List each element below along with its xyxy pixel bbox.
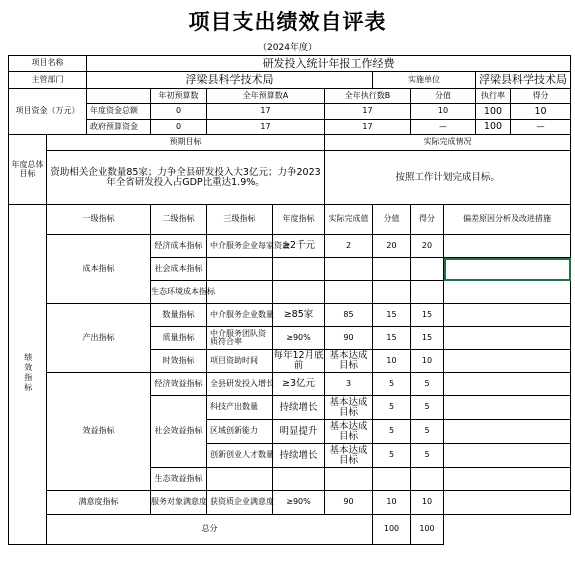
perf-points[interactable]: 10 bbox=[373, 491, 411, 515]
perf-target[interactable]: ≥90% bbox=[273, 491, 325, 515]
dept-value[interactable]: 浮梁县科学技术局 bbox=[87, 72, 373, 89]
goals-actual-label: 实际完成情况 bbox=[325, 135, 571, 151]
perf-l3 bbox=[207, 281, 273, 304]
funds-cell[interactable]: 0 bbox=[151, 104, 207, 120]
perf-points[interactable]: 5 bbox=[373, 420, 411, 444]
goals-actual[interactable]: 按照工作计划完成目标。 bbox=[325, 151, 571, 205]
perf-target[interactable]: 明显提升 bbox=[273, 420, 325, 444]
perf-score[interactable]: 5 bbox=[411, 420, 444, 444]
perf-note[interactable] bbox=[444, 281, 571, 304]
funds-cell[interactable]: 100 bbox=[476, 104, 511, 120]
perf-head-target: 年度指标 bbox=[273, 205, 325, 235]
perf-score[interactable]: 15 bbox=[411, 327, 444, 350]
selected-cell[interactable] bbox=[444, 258, 571, 281]
perf-l2: 社会效益指标 bbox=[151, 396, 207, 468]
perf-l3: 科技产出数量 bbox=[207, 396, 273, 420]
perf-l3: 获资质企业满意度 bbox=[207, 491, 273, 515]
funds-row-label: 年度资金总额 bbox=[87, 104, 151, 120]
perf-points[interactable] bbox=[373, 258, 411, 281]
perf-note[interactable] bbox=[444, 235, 571, 258]
project-name-label: 项目名称 bbox=[9, 56, 87, 72]
funds-cell[interactable]: 100 bbox=[476, 120, 511, 135]
perf-l2: 数量指标 bbox=[151, 304, 207, 327]
perf-target[interactable]: 每年12月底前 bbox=[273, 350, 324, 371]
perf-head-actual: 实际完成值 bbox=[325, 205, 373, 235]
perf-l3: 中介服务团队资质符合率 bbox=[207, 327, 273, 350]
funds-cell[interactable]: — bbox=[511, 120, 571, 135]
funds-row-label: 政府预算资金 bbox=[87, 120, 151, 135]
perf-l2: 质量指标 bbox=[151, 327, 207, 350]
funds-col-rate: 执行率 bbox=[476, 89, 511, 104]
perf-l3: 创新创业人才数量 bbox=[207, 444, 273, 468]
perf-points[interactable]: 10 bbox=[373, 350, 411, 373]
perf-note[interactable] bbox=[444, 304, 571, 327]
perf-target[interactable]: 持续增长 bbox=[273, 396, 325, 420]
perf-score[interactable]: 10 bbox=[411, 350, 444, 373]
dept-label: 主管部门 bbox=[9, 72, 87, 89]
perf-note[interactable] bbox=[444, 373, 571, 396]
perf-target[interactable]: ≥90% bbox=[273, 327, 325, 350]
perf-l2: 服务对象满意度 bbox=[151, 491, 207, 515]
perf-l2: 社会成本指标 bbox=[151, 258, 207, 281]
evaluation-table bbox=[8, 55, 571, 545]
perf-side-label: 绩效指标 bbox=[9, 205, 47, 545]
page-title: 项目支出绩效自评表 bbox=[188, 9, 387, 34]
perf-actual[interactable]: 90 bbox=[325, 327, 373, 350]
perf-l3: 区域创新能力 bbox=[207, 420, 273, 444]
perf-l1-satisfaction: 满意度指标 bbox=[47, 491, 151, 515]
perf-actual[interactable]: 基本达成目标 bbox=[325, 444, 373, 468]
perf-actual[interactable]: 基本达成目标 bbox=[325, 350, 373, 373]
funds-label: 项目资金（万元） bbox=[9, 89, 87, 135]
funds-cell[interactable]: 17 bbox=[325, 120, 411, 135]
goals-expected[interactable]: 资助相关企业数量85家；力争全县研发投入大3亿元；力争2023年全省研发投入占GDP比重达1.9%。 bbox=[47, 151, 325, 205]
perf-actual[interactable]: 85 bbox=[325, 304, 373, 327]
perf-actual[interactable]: 3 bbox=[325, 373, 373, 396]
funds-cell[interactable]: 17 bbox=[207, 104, 325, 120]
impl-value[interactable]: 浮梁县科学技术局 bbox=[476, 72, 571, 89]
perf-score[interactable]: 5 bbox=[411, 373, 444, 396]
perf-head-note: 偏差原因分析及改进措施 bbox=[444, 205, 571, 235]
perf-actual[interactable] bbox=[325, 468, 373, 491]
perf-target[interactable] bbox=[273, 258, 325, 281]
perf-note[interactable] bbox=[444, 420, 571, 444]
perf-score[interactable]: 5 bbox=[411, 444, 444, 468]
report-year: （2024年度） bbox=[258, 43, 317, 53]
impl-label: 实施单位 bbox=[373, 72, 476, 89]
perf-score[interactable]: 20 bbox=[411, 235, 444, 258]
perf-note[interactable] bbox=[444, 468, 571, 491]
perf-target[interactable]: ≥2千元 bbox=[273, 235, 325, 258]
perf-points[interactable] bbox=[373, 281, 411, 304]
perf-points[interactable]: 5 bbox=[373, 373, 411, 396]
perf-target[interactable] bbox=[273, 281, 325, 304]
perf-l1-benefit: 效益指标 bbox=[47, 373, 151, 491]
perf-note[interactable] bbox=[444, 350, 571, 373]
perf-score[interactable] bbox=[411, 281, 444, 304]
perf-l2: 生态环境成本指标 bbox=[151, 281, 207, 304]
funds-col-points: 分值 bbox=[411, 89, 476, 104]
funds-cell[interactable]: 10 bbox=[411, 104, 476, 120]
perf-score[interactable] bbox=[411, 258, 444, 281]
perf-l3: 中介服务企业数量 bbox=[207, 304, 273, 327]
perf-head-l1: 一级指标 bbox=[47, 205, 151, 235]
perf-actual[interactable] bbox=[325, 258, 373, 281]
perf-points[interactable]: 5 bbox=[373, 396, 411, 420]
goals-expected-label: 预期目标 bbox=[47, 135, 325, 151]
funds-col-executed: 全年执行数B bbox=[325, 89, 411, 104]
funds-cell[interactable]: — bbox=[411, 120, 476, 135]
perf-l2: 经济效益指标 bbox=[151, 373, 207, 396]
total-label: 总分 bbox=[47, 515, 373, 545]
perf-note[interactable] bbox=[444, 444, 571, 468]
perf-points[interactable]: 20 bbox=[373, 235, 411, 258]
perf-score[interactable]: 15 bbox=[411, 304, 444, 327]
total-points[interactable]: 100 bbox=[373, 515, 411, 545]
funds-cell[interactable]: 0 bbox=[151, 120, 207, 135]
perf-head-points: 分值 bbox=[373, 205, 411, 235]
funds-blank-head bbox=[87, 89, 151, 104]
perf-score[interactable]: 10 bbox=[411, 491, 444, 515]
perf-score[interactable] bbox=[411, 468, 444, 491]
funds-col-budget: 全年预算数A bbox=[207, 89, 325, 104]
perf-head-l2: 二级指标 bbox=[151, 205, 207, 235]
perf-note[interactable] bbox=[444, 396, 571, 420]
total-note[interactable] bbox=[444, 515, 571, 545]
perf-points[interactable] bbox=[373, 468, 411, 491]
total-score[interactable]: 100 bbox=[411, 515, 444, 545]
perf-l1-cost: 成本指标 bbox=[47, 235, 151, 304]
perf-actual[interactable]: 2 bbox=[325, 235, 373, 258]
perf-actual[interactable]: 90 bbox=[325, 491, 373, 515]
perf-l2: 时效指标 bbox=[151, 350, 207, 373]
perf-l3: 全县研发投入增长 bbox=[207, 373, 273, 396]
perf-l3 bbox=[207, 468, 273, 491]
perf-l3 bbox=[207, 258, 273, 281]
project-name[interactable]: 研发投入统计年报工作经费 bbox=[87, 56, 571, 72]
perf-points[interactable]: 15 bbox=[373, 327, 411, 350]
perf-l1-output: 产出指标 bbox=[47, 304, 151, 373]
perf-head-score: 得分 bbox=[411, 205, 444, 235]
funds-col-initial: 年初预算数 bbox=[151, 89, 207, 104]
perf-note[interactable] bbox=[444, 491, 571, 515]
perf-l2: 经济成本指标 bbox=[151, 235, 207, 258]
perf-target[interactable] bbox=[273, 468, 325, 491]
perf-target[interactable]: 持续增长 bbox=[273, 444, 325, 468]
perf-note[interactable] bbox=[444, 327, 571, 350]
perf-l2: 生态效益指标 bbox=[151, 468, 207, 491]
perf-actual[interactable]: 基本达成目标 bbox=[325, 396, 373, 420]
goals-label: 年度总体目标 bbox=[9, 135, 47, 205]
perf-actual[interactable]: 基本达成目标 bbox=[325, 420, 373, 444]
funds-cell[interactable]: 17 bbox=[325, 104, 411, 120]
perf-l3: 中介服务企业每家资金 bbox=[207, 235, 273, 258]
perf-points[interactable]: 15 bbox=[373, 304, 411, 327]
perf-l3: 项目资助时间 bbox=[207, 350, 273, 373]
perf-head-l3: 三级指标 bbox=[207, 205, 273, 235]
funds-cell[interactable]: 17 bbox=[207, 120, 325, 135]
perf-target[interactable]: ≥3亿元 bbox=[273, 373, 325, 396]
perf-target[interactable]: ≥85家 bbox=[273, 304, 325, 327]
funds-col-score: 得分 bbox=[511, 89, 571, 104]
funds-cell[interactable]: 10 bbox=[511, 104, 571, 120]
perf-actual[interactable] bbox=[325, 281, 373, 304]
perf-score[interactable]: 5 bbox=[411, 396, 444, 420]
perf-points[interactable]: 5 bbox=[373, 444, 411, 468]
